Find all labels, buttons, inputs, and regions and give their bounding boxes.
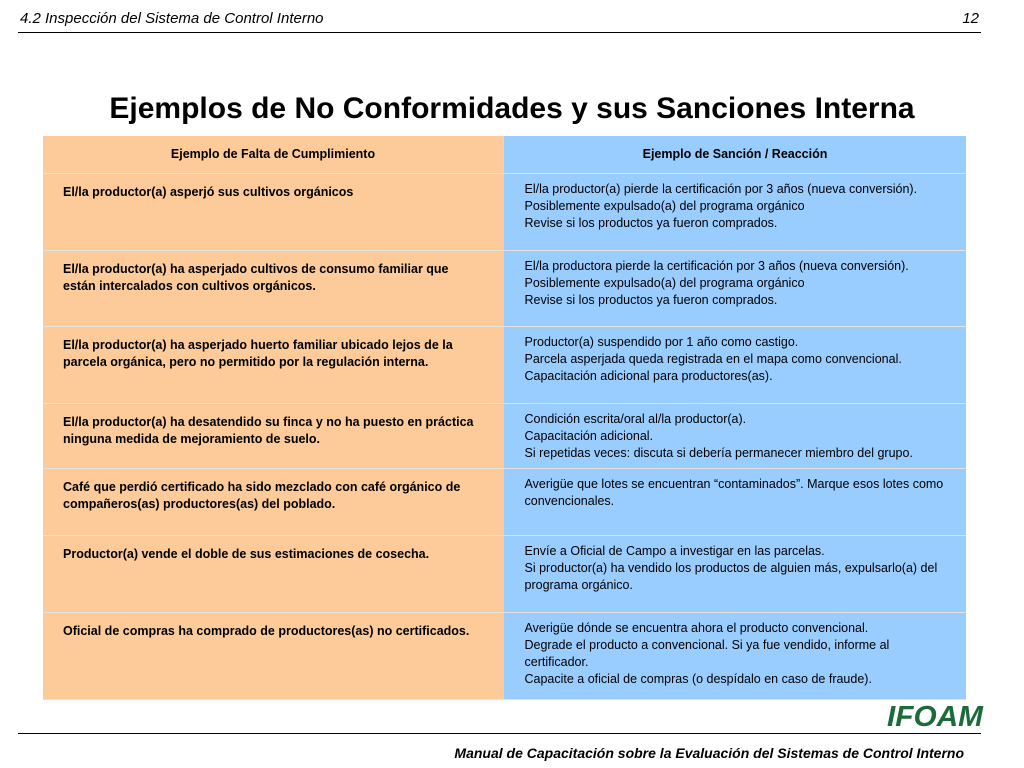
sancion-line: El/la productora pierde la certificación por 3 años (nueva conversión). bbox=[524, 259, 909, 273]
page-title: Ejemplos de No Conformidades y sus Sanciones Interna bbox=[109, 92, 915, 125]
sancion-line: Averigüe que lotes se encuentran “contaminados”. Marque esos lotes como convencionales. bbox=[524, 477, 944, 508]
ifoam-logo bbox=[885, 700, 985, 730]
sancion-line: Capacitación adicional para productores(as). bbox=[524, 369, 773, 383]
sancion-cell bbox=[504, 404, 967, 469]
falta-text: Oficial de compras ha comprado de productores(as) no certificados. bbox=[63, 624, 470, 638]
sancion-cell bbox=[504, 613, 967, 700]
sancion-cell bbox=[504, 251, 967, 327]
header-section: 4.2 Inspección del Sistema de Control Interno bbox=[20, 10, 324, 27]
table-row bbox=[43, 327, 966, 404]
falta-text: El/la productor(a) ha asperjado huerto familiar ubicado lejos de la parcela orgánica, pero no permitido por la regulación interna. bbox=[63, 338, 453, 369]
sancion-line: Si repetidas veces: discuta si debería permanecer miembro del grupo. bbox=[524, 446, 913, 460]
sancion-line: Degrade el producto a convencional. Si ya fue vendido, informe al certificador. bbox=[524, 638, 890, 669]
footer-text: Manual de Capacitación sobre la Evaluación del Sistemas de Control Interno bbox=[454, 745, 964, 761]
table-row bbox=[43, 469, 966, 536]
falta-text: Café que perdió certificado ha sido mezclado con café orgánico de compañeros(as) productores(as) del poblado. bbox=[63, 480, 461, 511]
sancion-cell bbox=[504, 327, 967, 404]
sancion-line: Averigüe dónde se encuentra ahora el producto convencional. bbox=[524, 621, 869, 635]
sancion-line: Posiblemente expulsado(a) del programa orgánico bbox=[524, 199, 805, 213]
falta-cell bbox=[43, 251, 504, 327]
table-row bbox=[43, 174, 966, 251]
falta-cell bbox=[43, 613, 504, 700]
falta-cell bbox=[43, 404, 504, 469]
page-number: 12 bbox=[962, 10, 979, 27]
column-header-sancion: Ejemplo de Sanción / Reacción bbox=[504, 136, 967, 174]
ifoam-logo-text: IFOAM bbox=[887, 701, 984, 730]
falta-cell bbox=[43, 327, 504, 404]
sancion-line: Parcela asperjada queda registrada en el mapa como convencional. bbox=[524, 352, 902, 366]
sancion-line: Revise si los productos ya fueron comprados. bbox=[524, 216, 778, 230]
footer-divider bbox=[18, 733, 981, 734]
falta-text: El/la productor(a) ha asperjado cultivos de consumo familiar que están intercalados con cultivos orgánicos. bbox=[63, 262, 449, 293]
table-row bbox=[43, 404, 966, 469]
sancion-cell bbox=[504, 174, 967, 251]
table-row bbox=[43, 613, 966, 700]
sancion-cell bbox=[504, 469, 967, 536]
sancion-line: El/la productor(a) pierde la certificación por 3 años (nueva conversión). bbox=[524, 182, 918, 196]
sancion-line: Revise si los productos ya fueron comprados. bbox=[524, 293, 778, 307]
sanctions-table bbox=[43, 136, 966, 700]
falta-text: El/la productor(a) ha desatendido su finca y no ha puesto en práctica ninguna medida de mejoramiento de suelo. bbox=[63, 415, 474, 446]
sancion-line: Posiblemente expulsado(a) del programa orgánico bbox=[524, 276, 805, 290]
sancion-line: Capacitación adicional. bbox=[524, 429, 654, 443]
falta-cell bbox=[43, 469, 504, 536]
table-header-row bbox=[43, 136, 966, 174]
table-row bbox=[43, 536, 966, 613]
falta-cell bbox=[43, 536, 504, 613]
falta-text: El/la productor(a) asperjó sus cultivos orgánicos bbox=[63, 185, 354, 199]
sancion-cell bbox=[504, 536, 967, 613]
sancion-line: Productor(a) suspendido por 1 año como castigo. bbox=[524, 335, 799, 349]
table-row bbox=[43, 251, 966, 327]
sancion-line: Capacite a oficial de compras (o despídalo en caso de fraude). bbox=[524, 672, 872, 686]
header-divider bbox=[18, 32, 981, 33]
falta-cell bbox=[43, 174, 504, 251]
sancion-line: Condición escrita/oral al/la productor(a). bbox=[524, 412, 747, 426]
falta-text: Productor(a) vende el doble de sus estimaciones de cosecha. bbox=[63, 547, 430, 561]
sancion-line: Si productor(a) ha vendido los productos de alguien más, expulsarlo(a) del programa orgánico. bbox=[524, 561, 938, 592]
sancion-line: Envíe a Oficial de Campo a investigar en las parcelas. bbox=[524, 544, 825, 558]
column-header-falta: Ejemplo de Falta de Cumplimiento bbox=[43, 136, 504, 174]
